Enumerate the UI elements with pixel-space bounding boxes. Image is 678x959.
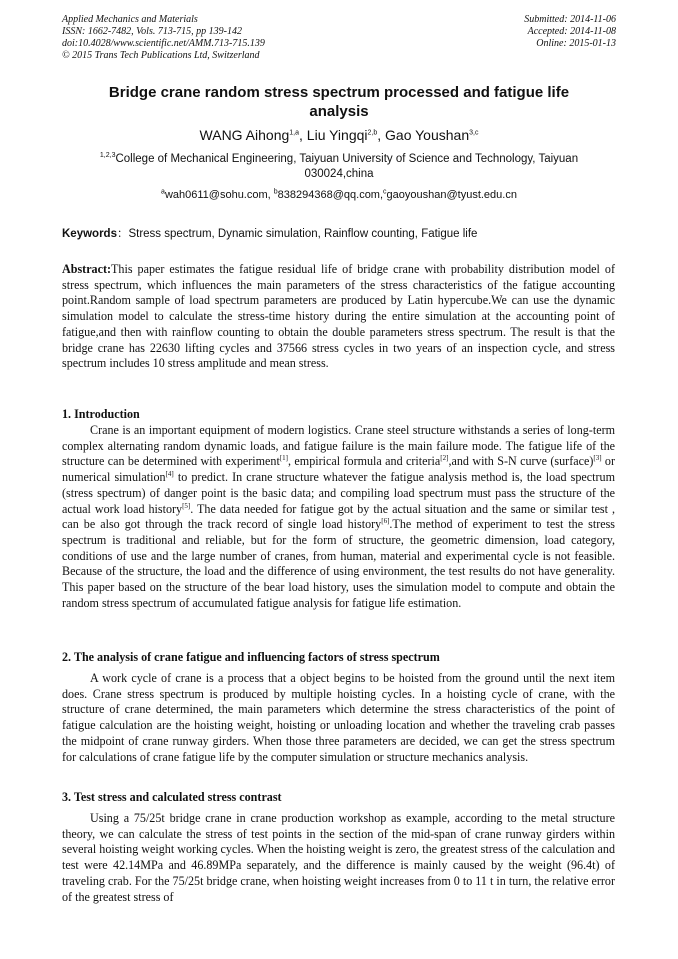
author-sup: 1,a — [289, 129, 300, 137]
paragraph-text: , empirical formula and criteria — [288, 454, 441, 469]
email-address: 838294368@qq.com, — [277, 189, 384, 201]
accepted-date: Accepted: 2014-11-08 — [527, 26, 616, 37]
citation: [3] — [593, 454, 602, 463]
email-sup: b — [273, 188, 278, 196]
affiliation — [70, 152, 608, 182]
section-paragraph: A work cycle of crane is a process that a object begins to be hoisted from the ground until the next item does. Crane stress spectrum is produced by multiple hoisting cycles. In a hoisting cycle of crane, with the structure of crane determined, the main parameters which determine the stress characteristics of the point of fatigue calculation are the hoisting weight, hoisting or unloading location and whether the traveling crab passes the midpoint of crane runway girders. When those three parameters are decided, we can get the stress spectrum for calculations of crane fatigue life by the computer simulation or structure mechanics analysis. — [62, 671, 615, 764]
email-list — [60, 188, 618, 202]
keywords-text: Stress spectrum, Dynamic simulation, Rainflow counting, Fatigue life — [128, 228, 478, 240]
paragraph-text: Crane is an important equipment of modern logistics. Crane steel structure withstands a series of long-term complex alternating random dynamic loads, and fatigue failure is the main failure mode. The fatigue life of the structure can be determined with experiment — [62, 423, 615, 469]
affiliation-sup: 1,2,3 — [99, 152, 116, 160]
keywords — [62, 227, 622, 241]
submitted-date: Submitted: 2014-11-06 — [524, 14, 616, 25]
online-date: Online: 2015-01-13 — [536, 38, 616, 49]
journal-name: Applied Mechanics and Materials — [62, 14, 198, 25]
paragraph-text: ,and with S-N curve (surface) — [448, 454, 594, 469]
section-paragraph — [62, 423, 615, 611]
abstract-label: Abstract: — [62, 262, 112, 276]
section-heading: 3. Test stress and calculated stress contrast — [62, 790, 282, 804]
copyright-line: © 2015 Trans Tech Publications Ltd, Switzerland — [62, 50, 260, 61]
email-sup: c — [383, 188, 387, 196]
email-address: wah0611@sohu.com, — [164, 189, 274, 201]
paper-title: Bridge crane random stress spectrum processed and fatigue life analysis — [108, 84, 570, 120]
keywords-separator: ： — [116, 228, 129, 240]
email-address: gaoyoushan@tyust.edu.cn — [386, 189, 517, 201]
keywords-label: Keywords — [62, 228, 117, 240]
journal-header-left — [62, 14, 265, 62]
citation: [1] — [279, 454, 288, 463]
paragraph-text: . The data needed for fatigue got by the actual situation and the same or similar test , can be also got through the track record of single load history — [62, 501, 616, 532]
issn-line: ISSN: 1662-7482, Vols. 713-715, pp 139-142 — [62, 26, 242, 37]
author-name: Liu Yingqi — [306, 127, 368, 143]
author-name: Gao Youshan — [385, 127, 470, 143]
author-sup: 2,b — [367, 129, 378, 137]
paragraph-text: .The method of experiment to test the stress spectrum is traditional and reliable, but for the form of structure, the geometric dimension, load category, conditions of use and the large number of cranes, from human, material and experimental cycle is not feasible. Because of the structure, the load and the difference of using environment, the test results do not have generality. This paper based on the structure of the bear load history, uses the simulation model to compute and obtain the random stress spectrum of accumulated fatigue analysis for fatigue life estimation. — [62, 517, 615, 610]
author-list: WANG Aihong$^{1,a}$, Liu Yingqi$^{2,b}$, Gao Youshan$^{3,c}$ — [199, 127, 479, 143]
paragraph-text: or numerical simulation — [62, 454, 616, 485]
journal-header-right — [524, 14, 616, 50]
abstract — [62, 262, 615, 372]
citation: [4] — [165, 470, 174, 479]
paragraph-text: to predict. In crane structure whatever the fatigue analysis method is, the load spectrum (stress spectrum) of danger point is the basic data; and compiling load spectrum must pass the structure of the actual work load history — [62, 470, 615, 516]
section-paragraph: Using a 75/25t bridge crane in crane production workshop as example, according to the metal structure theory, we can calculate the stress of test points in the section of the mid-span of crane runway girders within several hoisting weight working cycles. When the hoisting weight is zero, the greatest stress of the calculation and test were 42.14MPa and 46.89MPa separately, and the difference is mainly caused by the weight (96.4t) of traveling crab. For the 75/25t bridge crane, when hoisting weight increases from 0 to 11 t in turn, the relative error of the greatest stress of — [62, 811, 615, 904]
citation: [5] — [182, 501, 191, 510]
citation: [6] — [381, 517, 390, 526]
author-sup: 3,c — [469, 129, 479, 137]
affiliation-text: College of Mechanical Engineering, Taiyuan University of Science and Technology, Taiyuan 030024,china — [115, 153, 579, 180]
author-name: WANG Aihong — [199, 127, 290, 143]
email-sup: a — [161, 188, 165, 196]
section-heading: 2. The analysis of crane fatigue and influencing factors of stress spectrum — [62, 650, 440, 664]
doi-line: doi:10.4028/www.scientific.net/AMM.713-715.139 — [62, 38, 265, 49]
section-heading: 1. Introduction — [62, 407, 140, 421]
abstract-text: This paper estimates the fatigue residual life of bridge crane with probability distribution model of stress spectrum, which influences the main parameters of the stress characteristics of the fatigue accounting point.Random sample of load spectrum parameters are produced by Latin hypercube.We can use the dynamic simulation model to calculate the stress-time history during the entire simulation at the accounting point of fatigue,and then with rainflow counting to obtain the double parameters stress spectrum. The result is that the bridge crane has 22630 lifting cycles and 37566 stress cycles in two years of an inspection cycle, and stress spectrum includes 10 stress amplitude and mean stress. — [62, 262, 615, 371]
citation: [2] — [440, 454, 449, 463]
